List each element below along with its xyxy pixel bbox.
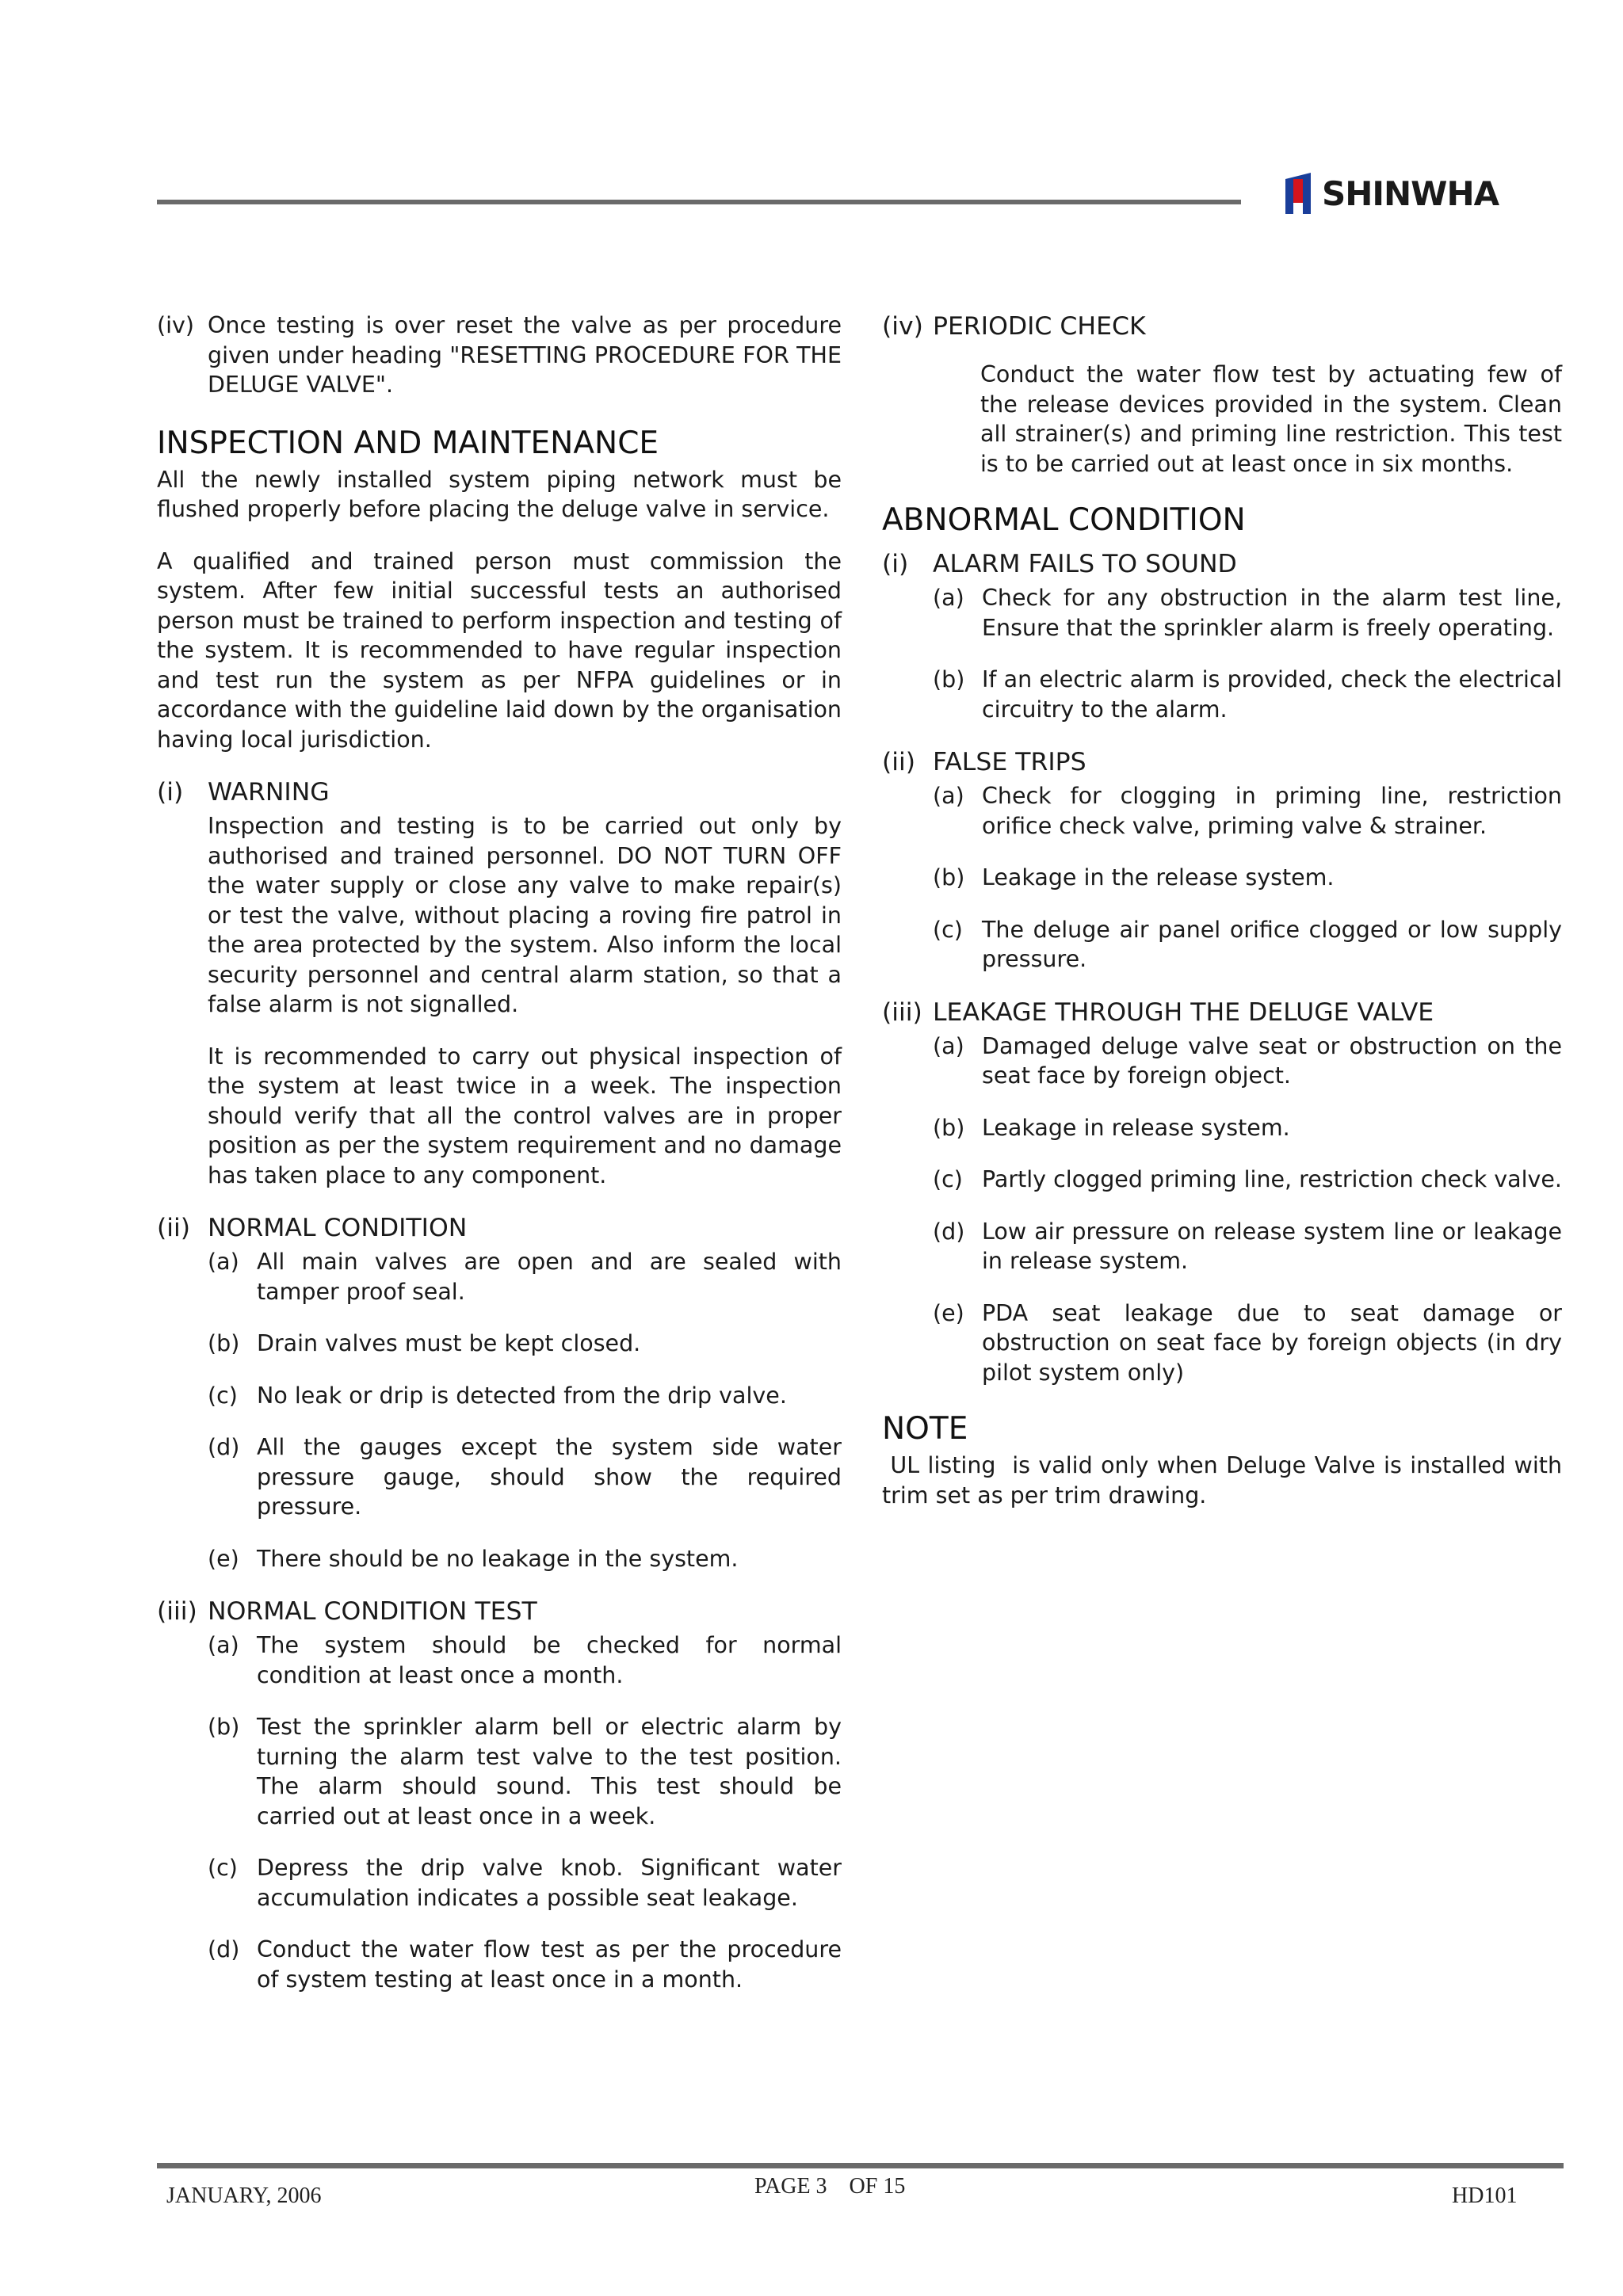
section-title-inspection: INSPECTION AND MAINTENANCE: [157, 425, 659, 461]
list-item: (iv) Once testing is over reset the valve as per procedure given under heading "RESETTING PROCEDURE FOR THE DELUGE VALVE".: [157, 312, 842, 398]
paragraph: Conduct the water flow test by actuating few of the release devices provided in the system. Clean all strainer(s) and priming line restriction. This test is to be carried out at least once in six months.: [980, 361, 1562, 477]
logo-text: SHINWHA: [1322, 174, 1499, 213]
subsection-heading-normal-condition-test: (iii) NORMAL CONDITION TEST: [157, 1597, 537, 1626]
list: [933, 781, 1562, 974]
footer-page-number: PAGE 3 OF 15: [754, 2174, 906, 2199]
list-item: (e) There should be no leakage in the system.: [208, 1545, 739, 1572]
subsection-heading-warning: (i) WARNING: [157, 778, 330, 807]
list-item: (c) Depress the drip valve knob. Significant water accumulation indicates a possible seat leakage.: [208, 1855, 842, 1911]
footer-document-code: HD101: [1452, 2183, 1518, 2208]
list-item: (d) Conduct the water flow test as per the procedure of system testing at least once in a month.: [208, 1936, 842, 1993]
list-item: (b) Test the sprinkler alarm bell or electric alarm by turning the alarm test valve to the test position. The alarm should sound. This test should be carried out at least once in a week.: [208, 1714, 842, 1829]
subsection-heading-periodic-check: (iv) PERIODIC CHECK: [882, 312, 1146, 341]
paragraph: A qualified and trained person must commission the system. After few initial successful tests an authorised person must be trained to perform inspection and testing of the system. It is recommended to have regular inspection and test run the system as per NFPA guidelines or in accordance with the guideline laid down by the organisation having local jurisdiction.: [157, 547, 842, 753]
paragraph: It is recommended to carry out physical inspection of the system at least twice in a week. The inspection should verify that all the control valves are in proper position as per the system requirement and no damage has taken place to any component.: [208, 1043, 842, 1188]
list-item: (d) Low air pressure on release system line or leakage in release system.: [933, 1218, 1562, 1274]
header-rule: [157, 200, 1241, 204]
shinwha-logo-icon: [1281, 171, 1316, 215]
list-item: (c) Partly clogged priming line, restriction check valve.: [933, 1166, 1562, 1192]
list-item: (b) Drain valves must be kept closed.: [208, 1330, 641, 1356]
paragraph: Inspection and testing is to be carried out only by authorised and trained personnel. DO NOT TURN OFF the water supply or close any valve to make repair(s) or test the valve, without placing a roving fire patrol in the area protected by the system. Also inform the local security personnel and central alarm station, so that a false alarm is not signalled.: [208, 813, 842, 1017]
left-column: [157, 311, 842, 2016]
footer-date: JANUARY, 2006: [166, 2183, 322, 2208]
list-item: (a) Damaged deluge valve seat or obstruction on the seat face by foreign object.: [933, 1032, 1562, 1089]
note-title: NOTE: [882, 1411, 968, 1447]
list-item: (c) The deluge air panel orifice clogged or low supply pressure.: [933, 916, 1562, 972]
subsection-heading-alarm-fails: (i) ALARM FAILS TO SOUND: [882, 550, 1237, 578]
list-item: (a) All main valves are open and are sealed with tamper proof seal.: [208, 1249, 842, 1305]
footer-rule: [157, 2163, 1564, 2168]
note-section: [882, 1409, 1570, 1510]
list-item: (b) If an electric alarm is provided, check the electrical circuitry to the alarm.: [933, 666, 1562, 723]
section-title-abnormal-condition: ABNORMAL CONDITION: [882, 502, 1246, 538]
list: [208, 1630, 842, 1994]
list-item: (a) Check for any obstruction in the alarm test line, Ensure that the sprinkler alarm is freely operating.: [933, 585, 1562, 641]
list-item: (c) No leak or drip is detected from the drip valve.: [208, 1382, 787, 1409]
list: [208, 1247, 842, 1573]
list: [933, 1032, 1562, 1388]
list: [933, 583, 1562, 724]
list-item: (d) All the gauges except the system side water pressure gauge, should show the required pressure.: [208, 1434, 842, 1520]
subsection-heading-normal-condition: (ii) NORMAL CONDITION: [157, 1214, 468, 1242]
right-column: [882, 311, 1570, 1532]
note-text: UL listing is valid only when Deluge Valve is installed with trim set as per trim drawing.: [882, 1452, 1570, 1508]
company-logo: [1281, 171, 1499, 215]
list-item: (b) Leakage in release system.: [933, 1114, 1290, 1141]
list-item: (a) The system should be checked for normal condition at least once a month.: [208, 1632, 842, 1688]
paragraph: All the newly installed system piping network must be flushed properly before placing the deluge valve in service.: [157, 466, 842, 522]
subsection-heading-leakage: (iii) LEAKAGE THROUGH THE DELUGE VALVE: [882, 997, 1434, 1027]
list-item: (b) Leakage in the release system.: [933, 864, 1335, 891]
list-item: (e) PDA seat leakage due to seat damage or obstruction on seat face by foreign objects (in dry pilot system only): [933, 1299, 1562, 1386]
subsection-heading-false-trips: (ii) FALSE TRIPS: [882, 748, 1086, 776]
list-item: (a) Check for clogging in priming line, restriction orifice check valve, priming valve & strainer.: [933, 783, 1562, 839]
